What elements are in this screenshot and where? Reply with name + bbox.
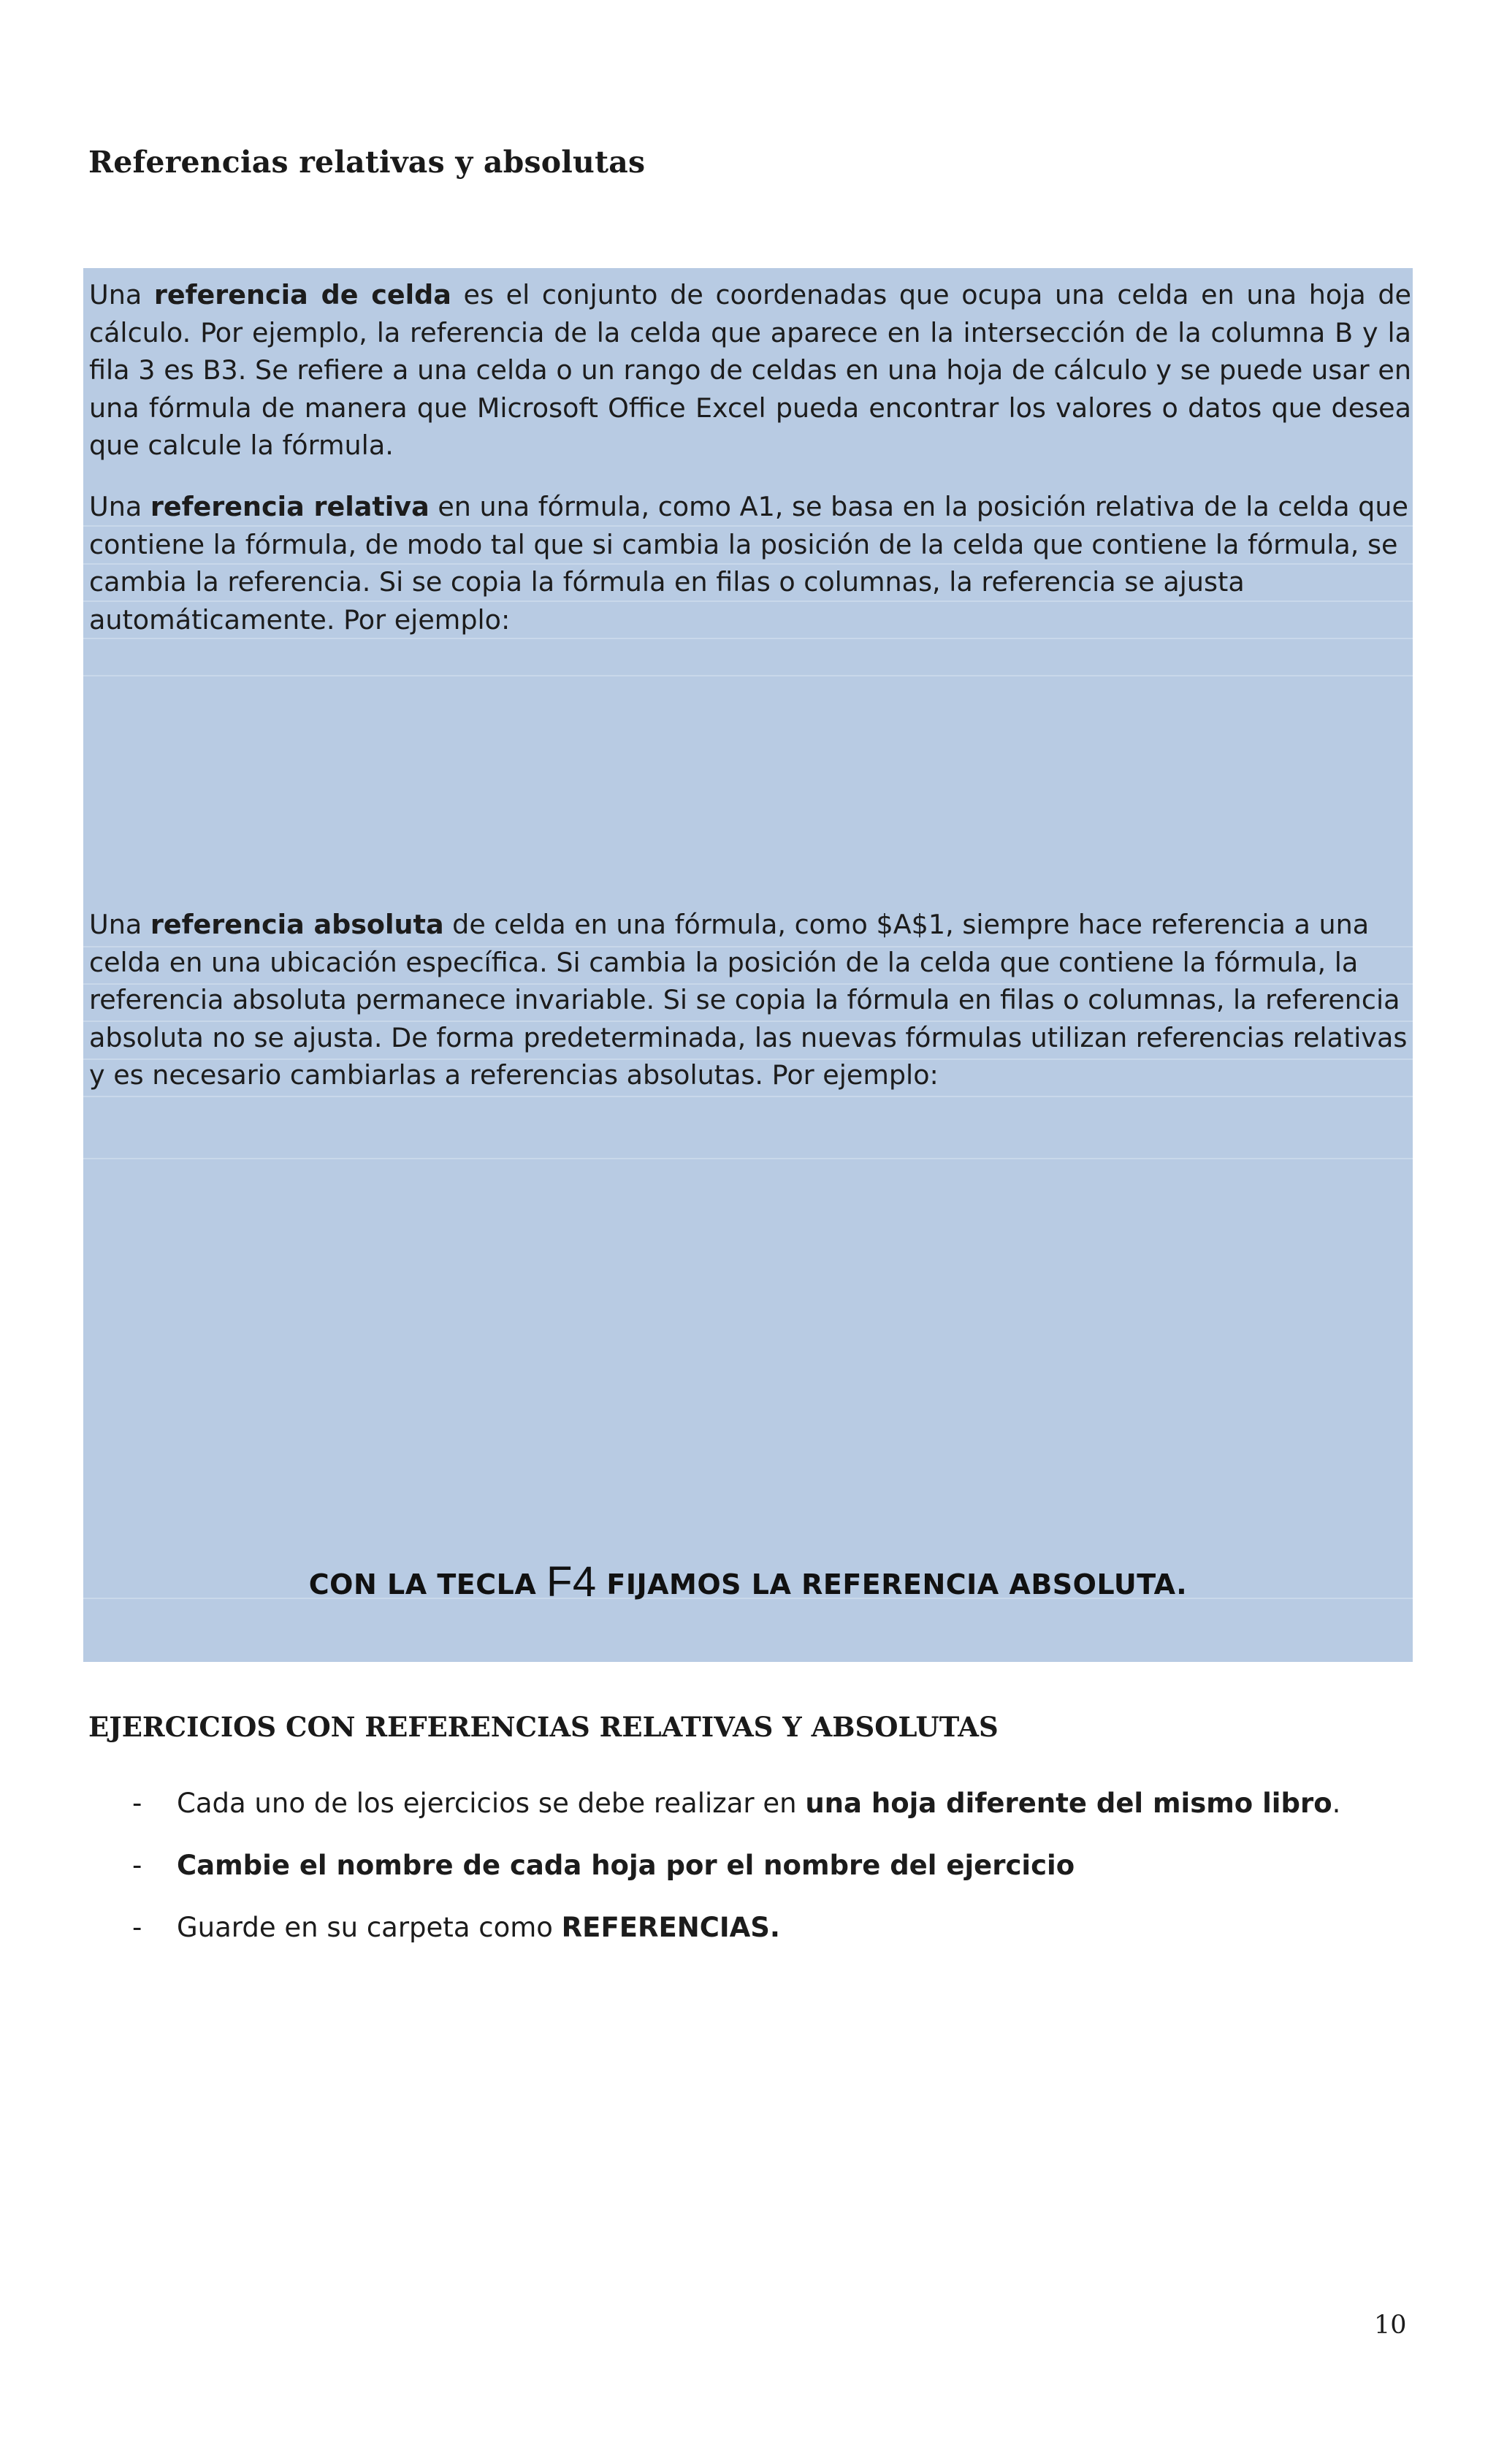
- page-number: 10: [1374, 2311, 1407, 2340]
- exercises-title: EJERCICIOS CON REFERENCIAS RELATIVAS Y ABSOLUTAS: [88, 1711, 999, 1743]
- box-divider: [83, 1158, 1413, 1159]
- exercise-instruction-2: Cambie el nombre de cada hoja por el nombre del ejercicio: [177, 1850, 1075, 1881]
- bullet-marker: -: [132, 1912, 142, 1943]
- f4-key-note: CON LA TECLA F4 FIJAMOS LA REFERENCIA ABSOLUTA.: [308, 1558, 1188, 1606]
- paragraph-cell-reference: Una referencia de celda es el conjunto de coordenadas que ocupa una celda en una hoja de cálculo. Por ejemplo, la referencia de la celda que aparece en la intersección de la columna B y la fila 3 es B3. Se refiere a una celda o un rango de celdas en una hoja de cálculo y se puede usar en una fórmula de manera que Microsoft Office Excel pueda encontrar los valores o datos que desea que calcule la fórmula.: [89, 279, 1411, 461]
- page-heading: Referencias relativas y absolutas: [88, 145, 646, 180]
- bullet-marker: -: [132, 1850, 142, 1881]
- f4-key-label: F4: [546, 1558, 597, 1606]
- exercise-instruction-1: Cada uno de los ejercicios se debe realizar en una hoja diferente del mismo libro.: [177, 1788, 1341, 1819]
- exercise-instruction-3: Guarde en su carpeta como REFERENCIAS.: [177, 1912, 780, 1943]
- paragraph-absolute-reference: Una referencia absoluta de celda en una fórmula, como $A$1, siempre hace referencia a una celda en una ubicación específica. Si cambia la posición de la celda que contiene la fórmula, la referencia absoluta permanece invariable. Si se copia la fórmula en filas o columnas, la referencia absoluta no se ajusta. De forma predeterminada, las nuevas fórmulas utilizan referencias relativas y es necesario cambiarlas a referencias absolutas. Por ejemplo:: [89, 909, 1408, 1091]
- paragraph-relative-reference: Una referencia relativa en una fórmula, como A1, se basa en la posición relativa de la celda que contiene la fórmula, de modo tal que si cambia la posición de la celda que contiene la fórmula, se cambia la referencia. Si se copia la fórmula en filas o columnas, la referencia se ajusta automáticamente. Por ejemplo:: [89, 491, 1408, 636]
- bullet-marker: -: [132, 1788, 142, 1819]
- box-divider: [83, 1096, 1413, 1097]
- box-divider: [83, 675, 1413, 676]
